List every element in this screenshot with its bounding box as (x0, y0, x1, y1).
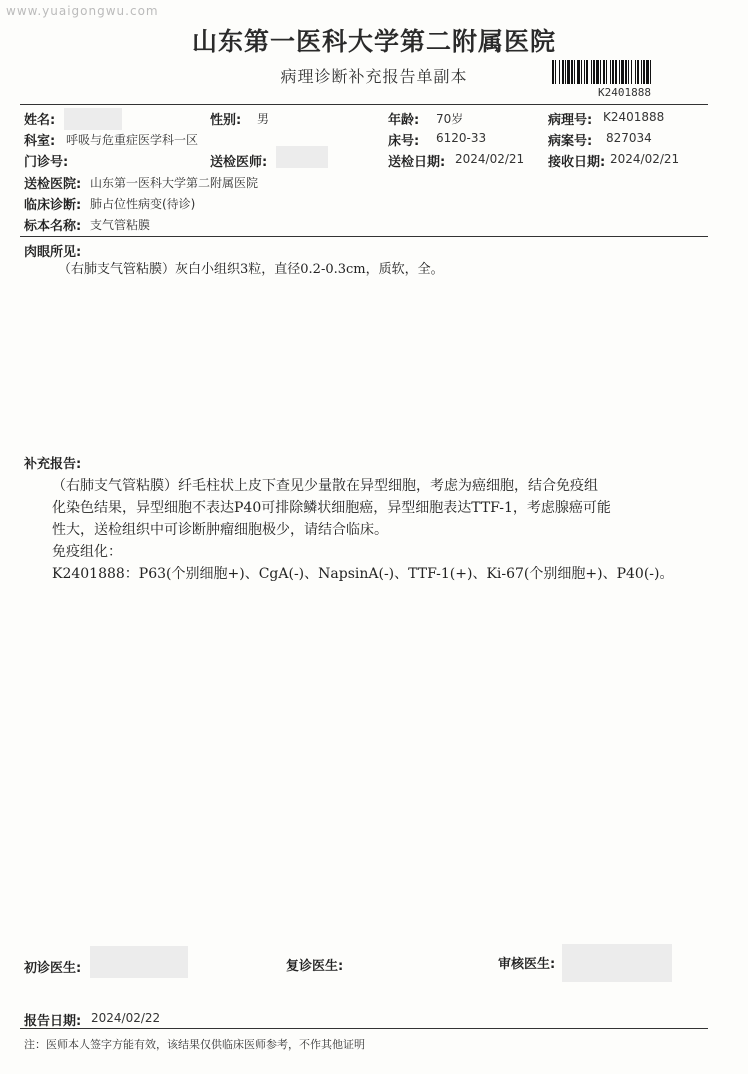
watermark: www.yuaigongwu.com (6, 4, 159, 18)
clinical-label: 临床诊断: (24, 198, 82, 213)
supplement-line-1: （右肺支气管粘膜）纤毛柱状上皮下查见少量散在异型细胞，考虑为癌细胞，结合免疫组 (52, 478, 598, 494)
report-date-label: 报告日期: (24, 1014, 82, 1029)
barcode-number: K2401888 (598, 86, 651, 99)
department-value: 呼吸与危重症医学科一区 (66, 133, 199, 147)
first-doctor-label: 初诊医生: (24, 961, 82, 976)
submit-date-label: 送检日期: (388, 155, 446, 170)
outpatient-label: 门诊号: (24, 155, 69, 170)
ihc-label: 免疫组化： (52, 544, 122, 560)
gross-text: （右肺支气管粘膜）灰白小组织3粒，直径0.2-0.3cm，质软，全。 (58, 262, 444, 277)
audit-doctor-label: 审核医生: (498, 957, 556, 972)
review-doctor-label: 复诊医生: (286, 959, 344, 974)
info-rule (20, 236, 708, 237)
bed-value: 6120-33 (436, 131, 487, 145)
case-no-value: 827034 (606, 131, 652, 145)
barcode (552, 60, 702, 84)
pathology-no-value: K2401888 (603, 110, 665, 124)
report-title: 病理诊断补充报告单副本 (280, 67, 468, 86)
gender-label: 性别: (210, 113, 242, 128)
clinical-value: 肺占位性病变(待诊) (90, 197, 196, 211)
hospital-label: 送检医院: (24, 177, 82, 192)
receive-date-label: 接收日期: (548, 155, 606, 170)
specimen-value: 支气管粘膜 (90, 218, 151, 232)
supplement-line-3: 性大，送检组织中可诊断肿瘤细胞极少，请结合临床。 (52, 522, 388, 538)
receive-date-value: 2024/02/21 (610, 152, 680, 166)
name-label: 姓名: (24, 113, 56, 128)
doctor-redacted (276, 146, 328, 168)
hospital-title: 山东第一医科大学第二附属医院 (191, 27, 556, 56)
gross-label: 肉眼所见: (24, 245, 82, 260)
hospital-value: 山东第一医科大学第二附属医院 (90, 176, 259, 190)
header-rule (20, 104, 708, 105)
case-no-label: 病案号: (548, 134, 593, 149)
ihc-line: K2401888：P63(个别细胞+)、CgA(-)、NapsinA(-)、TTF-1(+)、Ki-67(个别细胞+)、P40(-)。 (52, 566, 674, 582)
age-value: 70岁 (436, 112, 464, 126)
department-label: 科室: (24, 134, 56, 149)
supplement-label: 补充报告: (24, 457, 82, 472)
name-redacted (64, 108, 122, 130)
submit-date-value: 2024/02/21 (455, 152, 525, 166)
footer-rule (20, 1028, 708, 1029)
bed-label: 床号: (388, 134, 420, 149)
age-label: 年龄: (388, 113, 420, 128)
supplement-line-2: 化染色结果，异型细胞不表达P40可排除鳞状细胞癌，异型细胞表达TTF-1，考虑腺癌可能 (52, 500, 611, 516)
specimen-label: 标本名称: (24, 219, 82, 234)
first-doctor-signature-redacted (90, 946, 188, 978)
gender-value: 男 (257, 112, 270, 126)
audit-doctor-signature-redacted (562, 944, 672, 982)
barcode-bar (651, 60, 653, 84)
footnote: 注：医师本人签字方能有效，该结果仅供临床医师参考，不作其他证明 (24, 1038, 365, 1051)
pathology-no-label: 病理号: (548, 113, 593, 128)
report-date-value: 2024/02/22 (91, 1011, 161, 1025)
doctor-label: 送检医师: (210, 155, 268, 170)
